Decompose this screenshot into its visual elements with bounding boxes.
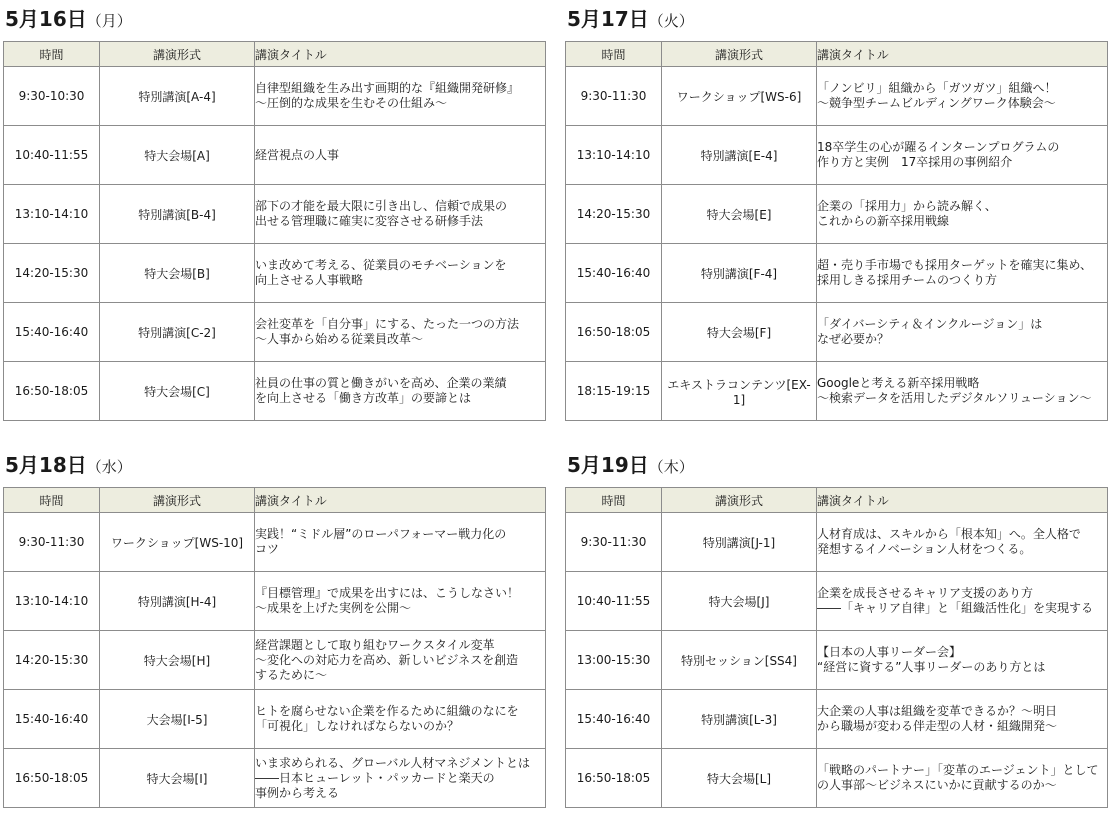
session-title: [817, 126, 1108, 185]
table-row: [4, 67, 546, 126]
session-title-line: 大企業の人事は組織を変革できるか？～明日: [817, 704, 1058, 718]
session-format: 特大会場[B]: [100, 244, 255, 303]
session-title-line: なぜ必要か？: [817, 332, 890, 346]
session-title-line: 超・売り手市場でも採用ターゲットを確実に集め、: [817, 258, 1093, 272]
session-title-line: 事例から考える: [255, 785, 340, 800]
session-title-line: するために～: [255, 667, 328, 682]
session-title-line: 「ダイバーシティ＆インクルージョン」は: [817, 317, 1043, 331]
session-time: 13:10-14:10: [566, 126, 662, 185]
session-format: ワークショップ[WS-10]: [100, 513, 255, 572]
session-time: 14:20-15:30: [4, 631, 100, 690]
session-title-line: いま改めて考える、従業員のモチベーションを: [255, 258, 507, 272]
session-title: [255, 690, 546, 749]
session-title: [817, 185, 1108, 244]
session-format: 特大会場[I]: [100, 749, 255, 808]
day-heading: [5, 450, 132, 480]
session-format: 特別講演[L-3]: [662, 690, 817, 749]
session-title-line: 実践！“ミドル層”のローパフォーマー戦力化の: [255, 527, 507, 541]
day-date: 5月16日: [5, 7, 87, 31]
session-title: [817, 749, 1108, 808]
session-format: 大会場[I-5]: [100, 690, 255, 749]
table-row: [4, 244, 546, 303]
table-row: [566, 749, 1108, 808]
header-time: 時間: [566, 42, 662, 67]
session-title-line: 18卒学生の心が躍るインターンプログラムの: [817, 140, 1060, 154]
session-title: [255, 749, 546, 808]
session-title-line: の人事部～ビジネスにいかに貢献するのか～: [817, 778, 1057, 792]
header-title: 講演タイトル: [255, 488, 546, 513]
table-header-row: [4, 42, 546, 67]
session-title-line: コツ: [255, 542, 280, 556]
session-format: 特別講演[A-4]: [100, 67, 255, 126]
session-format: ワークショップ[WS-6]: [662, 67, 817, 126]
session-title-line: “経営に資する”人事リーダーのあり方とは: [817, 660, 1046, 674]
session-format: エキストラコンテンツ[EX-1]: [662, 362, 817, 421]
session-time: 9:30-11:30: [566, 67, 662, 126]
session-title: [255, 67, 546, 126]
session-title-line: ～成果を上げた実例を公開～: [255, 601, 412, 615]
day-heading: [567, 4, 694, 34]
session-title-line: 企業を成長させるキャリア支援のあり方: [817, 586, 1034, 600]
session-title-line: 企業の「採用力」から読み解く、: [817, 199, 997, 213]
session-title-line: 人材育成は、スキルから「根本知」へ。全人格で: [817, 527, 1081, 541]
table-row: [4, 126, 546, 185]
session-format: 特別講演[F-4]: [662, 244, 817, 303]
session-time: 14:20-15:30: [4, 244, 100, 303]
table-row: [4, 303, 546, 362]
session-format: 特大会場[C]: [100, 362, 255, 421]
session-title-line: 作り方と実例 17卒採用の事例紹介: [817, 155, 1013, 169]
session-title: [255, 185, 546, 244]
session-title-line: ヒトを腐らせない企業を作るために組織のなにを: [255, 704, 519, 718]
day-heading: [5, 4, 132, 34]
session-time: 16:50-18:05: [4, 362, 100, 421]
day-weekday: （木）: [648, 458, 694, 476]
day-weekday: （火）: [648, 12, 694, 30]
session-title-line: ――「キャリア自律」と「組織活性化」を実現する: [817, 601, 1094, 615]
session-title-line: ～競争型チームビルディングワーク体験会～: [817, 96, 1056, 110]
header-title: 講演タイトル: [817, 488, 1108, 513]
table-row: [566, 631, 1108, 690]
session-title-line: 「ノンビリ」組織から「ガツガツ」組織へ！: [817, 81, 1057, 95]
schedule-table: [565, 487, 1108, 808]
session-title-line: 「可視化」しなければならないのか？: [255, 719, 460, 733]
session-time: 13:10-14:10: [4, 572, 100, 631]
session-title: [817, 572, 1108, 631]
session-title-line: ～変化への対応力を高め、新しいビジネスを創造: [255, 652, 519, 667]
table-header-row: [566, 42, 1108, 67]
header-title: 講演タイトル: [817, 42, 1108, 67]
session-time: 18:15-19:15: [566, 362, 662, 421]
session-title: [255, 513, 546, 572]
session-time: 9:30-11:30: [4, 513, 100, 572]
session-time: 9:30-11:30: [566, 513, 662, 572]
session-title-line: から職場が変わる伴走型の人材・組織開発～: [817, 719, 1058, 733]
header-title: 講演タイトル: [255, 42, 546, 67]
session-time: 15:40-16:40: [4, 690, 100, 749]
session-title-line: 社員の仕事の質と働きがいを高め、企業の業績: [255, 376, 507, 390]
session-title-line: ――日本ヒューレット・パッカードと楽天の: [255, 770, 495, 785]
header-format: 講演形式: [100, 488, 255, 513]
session-title-line: Googleと考える新卒採用戦略: [817, 376, 980, 390]
session-time: 16:50-18:05: [4, 749, 100, 808]
session-title-line: 【日本の人事リーダー会】: [817, 645, 962, 659]
session-format: 特別セッション[SS4]: [662, 631, 817, 690]
session-title-line: いま求められる、グローバル人材マネジメントとは: [255, 755, 531, 770]
session-title-line: 自律型組織を生み出す画期的な『組織開発研修』: [255, 81, 520, 95]
session-title-line: を向上させる「働き方改革」の要諦とは: [255, 391, 472, 405]
day-heading: [567, 450, 694, 480]
header-time: 時間: [4, 488, 100, 513]
table-row: [566, 690, 1108, 749]
session-title: [817, 690, 1108, 749]
session-title-line: ～検索データを活用したデジタルソリューション～: [817, 391, 1092, 405]
table-row: [566, 513, 1108, 572]
session-time: 9:30-10:30: [4, 67, 100, 126]
session-title: [255, 572, 546, 631]
session-time: 15:40-16:40: [4, 303, 100, 362]
day-weekday: （月）: [86, 12, 132, 30]
session-title: [255, 362, 546, 421]
session-title: [817, 631, 1108, 690]
table-row: [4, 690, 546, 749]
session-format: 特別講演[E-4]: [662, 126, 817, 185]
header-time: 時間: [4, 42, 100, 67]
session-time: 16:50-18:05: [566, 749, 662, 808]
day-weekday: （水）: [86, 458, 132, 476]
session-format: 特別講演[B-4]: [100, 185, 255, 244]
header-format: 講演形式: [662, 488, 817, 513]
session-title-line: 会社変革を「自分事」にする、たった一つの方法: [255, 317, 520, 331]
schedule-table: [3, 487, 546, 808]
day-date: 5月17日: [567, 7, 649, 31]
session-title: [255, 244, 546, 303]
session-format: 特大会場[L]: [662, 749, 817, 808]
session-time: 10:40-11:55: [4, 126, 100, 185]
table-row: [4, 185, 546, 244]
session-title: [255, 631, 546, 690]
table-row: [4, 362, 546, 421]
session-title-line: 経営課題として取り組むワークスタイル変革: [255, 637, 495, 652]
session-title-line: 部下の才能を最大限に引き出し、信頼で成果の: [255, 199, 508, 213]
table-row: [566, 185, 1108, 244]
session-time: 10:40-11:55: [566, 572, 662, 631]
session-title-line: 発想するイノベーション人材をつくる。: [817, 542, 1032, 556]
header-format: 講演形式: [100, 42, 255, 67]
session-title-line: これからの新卒採用戦線: [817, 214, 950, 228]
day-date: 5月18日: [5, 453, 87, 477]
session-format: 特別講演[H-4]: [100, 572, 255, 631]
session-format: 特大会場[H]: [100, 631, 255, 690]
table-row: [566, 67, 1108, 126]
session-format: 特大会場[F]: [662, 303, 817, 362]
session-title-line: ～人事から始める従業員改革～: [255, 332, 424, 346]
table-header-row: [4, 488, 546, 513]
session-title: [817, 244, 1108, 303]
session-time: 14:20-15:30: [566, 185, 662, 244]
session-time: 15:40-16:40: [566, 690, 662, 749]
session-format: 特別講演[J-1]: [662, 513, 817, 572]
session-title-line: 経営視点の人事: [255, 147, 340, 162]
session-format: 特大会場[E]: [662, 185, 817, 244]
session-title-line: 採用しきる採用チームのつくり方: [817, 273, 998, 287]
session-title: [255, 303, 546, 362]
table-row: [4, 513, 546, 572]
table-row: [566, 244, 1108, 303]
session-title: [817, 513, 1108, 572]
session-time: 13:10-14:10: [4, 185, 100, 244]
table-row: [4, 572, 546, 631]
session-title: [817, 67, 1108, 126]
session-time: 15:40-16:40: [566, 244, 662, 303]
session-title-line: 向上させる人事戦略: [255, 273, 364, 287]
session-title: [817, 303, 1108, 362]
table-row: [4, 749, 546, 808]
session-format: 特大会場[J]: [662, 572, 817, 631]
session-title-line: ～圧倒的な成果を生むその仕組み～: [255, 96, 448, 110]
session-title-line: 「戦略のパートナー」「変革のエージェント」として: [817, 763, 1099, 777]
session-title-line: 『目標管理』で成果を出すには、こうしなさい！: [255, 586, 520, 600]
header-time: 時間: [566, 488, 662, 513]
session-format: 特別講演[C-2]: [100, 303, 255, 362]
session-format: 特大会場[A]: [100, 126, 255, 185]
table-header-row: [566, 488, 1108, 513]
schedule-table: [3, 41, 546, 421]
session-time: 16:50-18:05: [566, 303, 662, 362]
table-row: [566, 126, 1108, 185]
schedule-table: [565, 41, 1108, 421]
session-title-line: 出せる管理職に確実に変容させる研修手法: [255, 214, 484, 228]
session-time: 13:00-15:30: [566, 631, 662, 690]
table-row: [566, 572, 1108, 631]
session-title: [817, 362, 1108, 421]
table-row: [4, 631, 546, 690]
session-title: [255, 126, 546, 185]
day-date: 5月19日: [567, 453, 649, 477]
table-row: [566, 362, 1108, 421]
header-format: 講演形式: [662, 42, 817, 67]
table-row: [566, 303, 1108, 362]
